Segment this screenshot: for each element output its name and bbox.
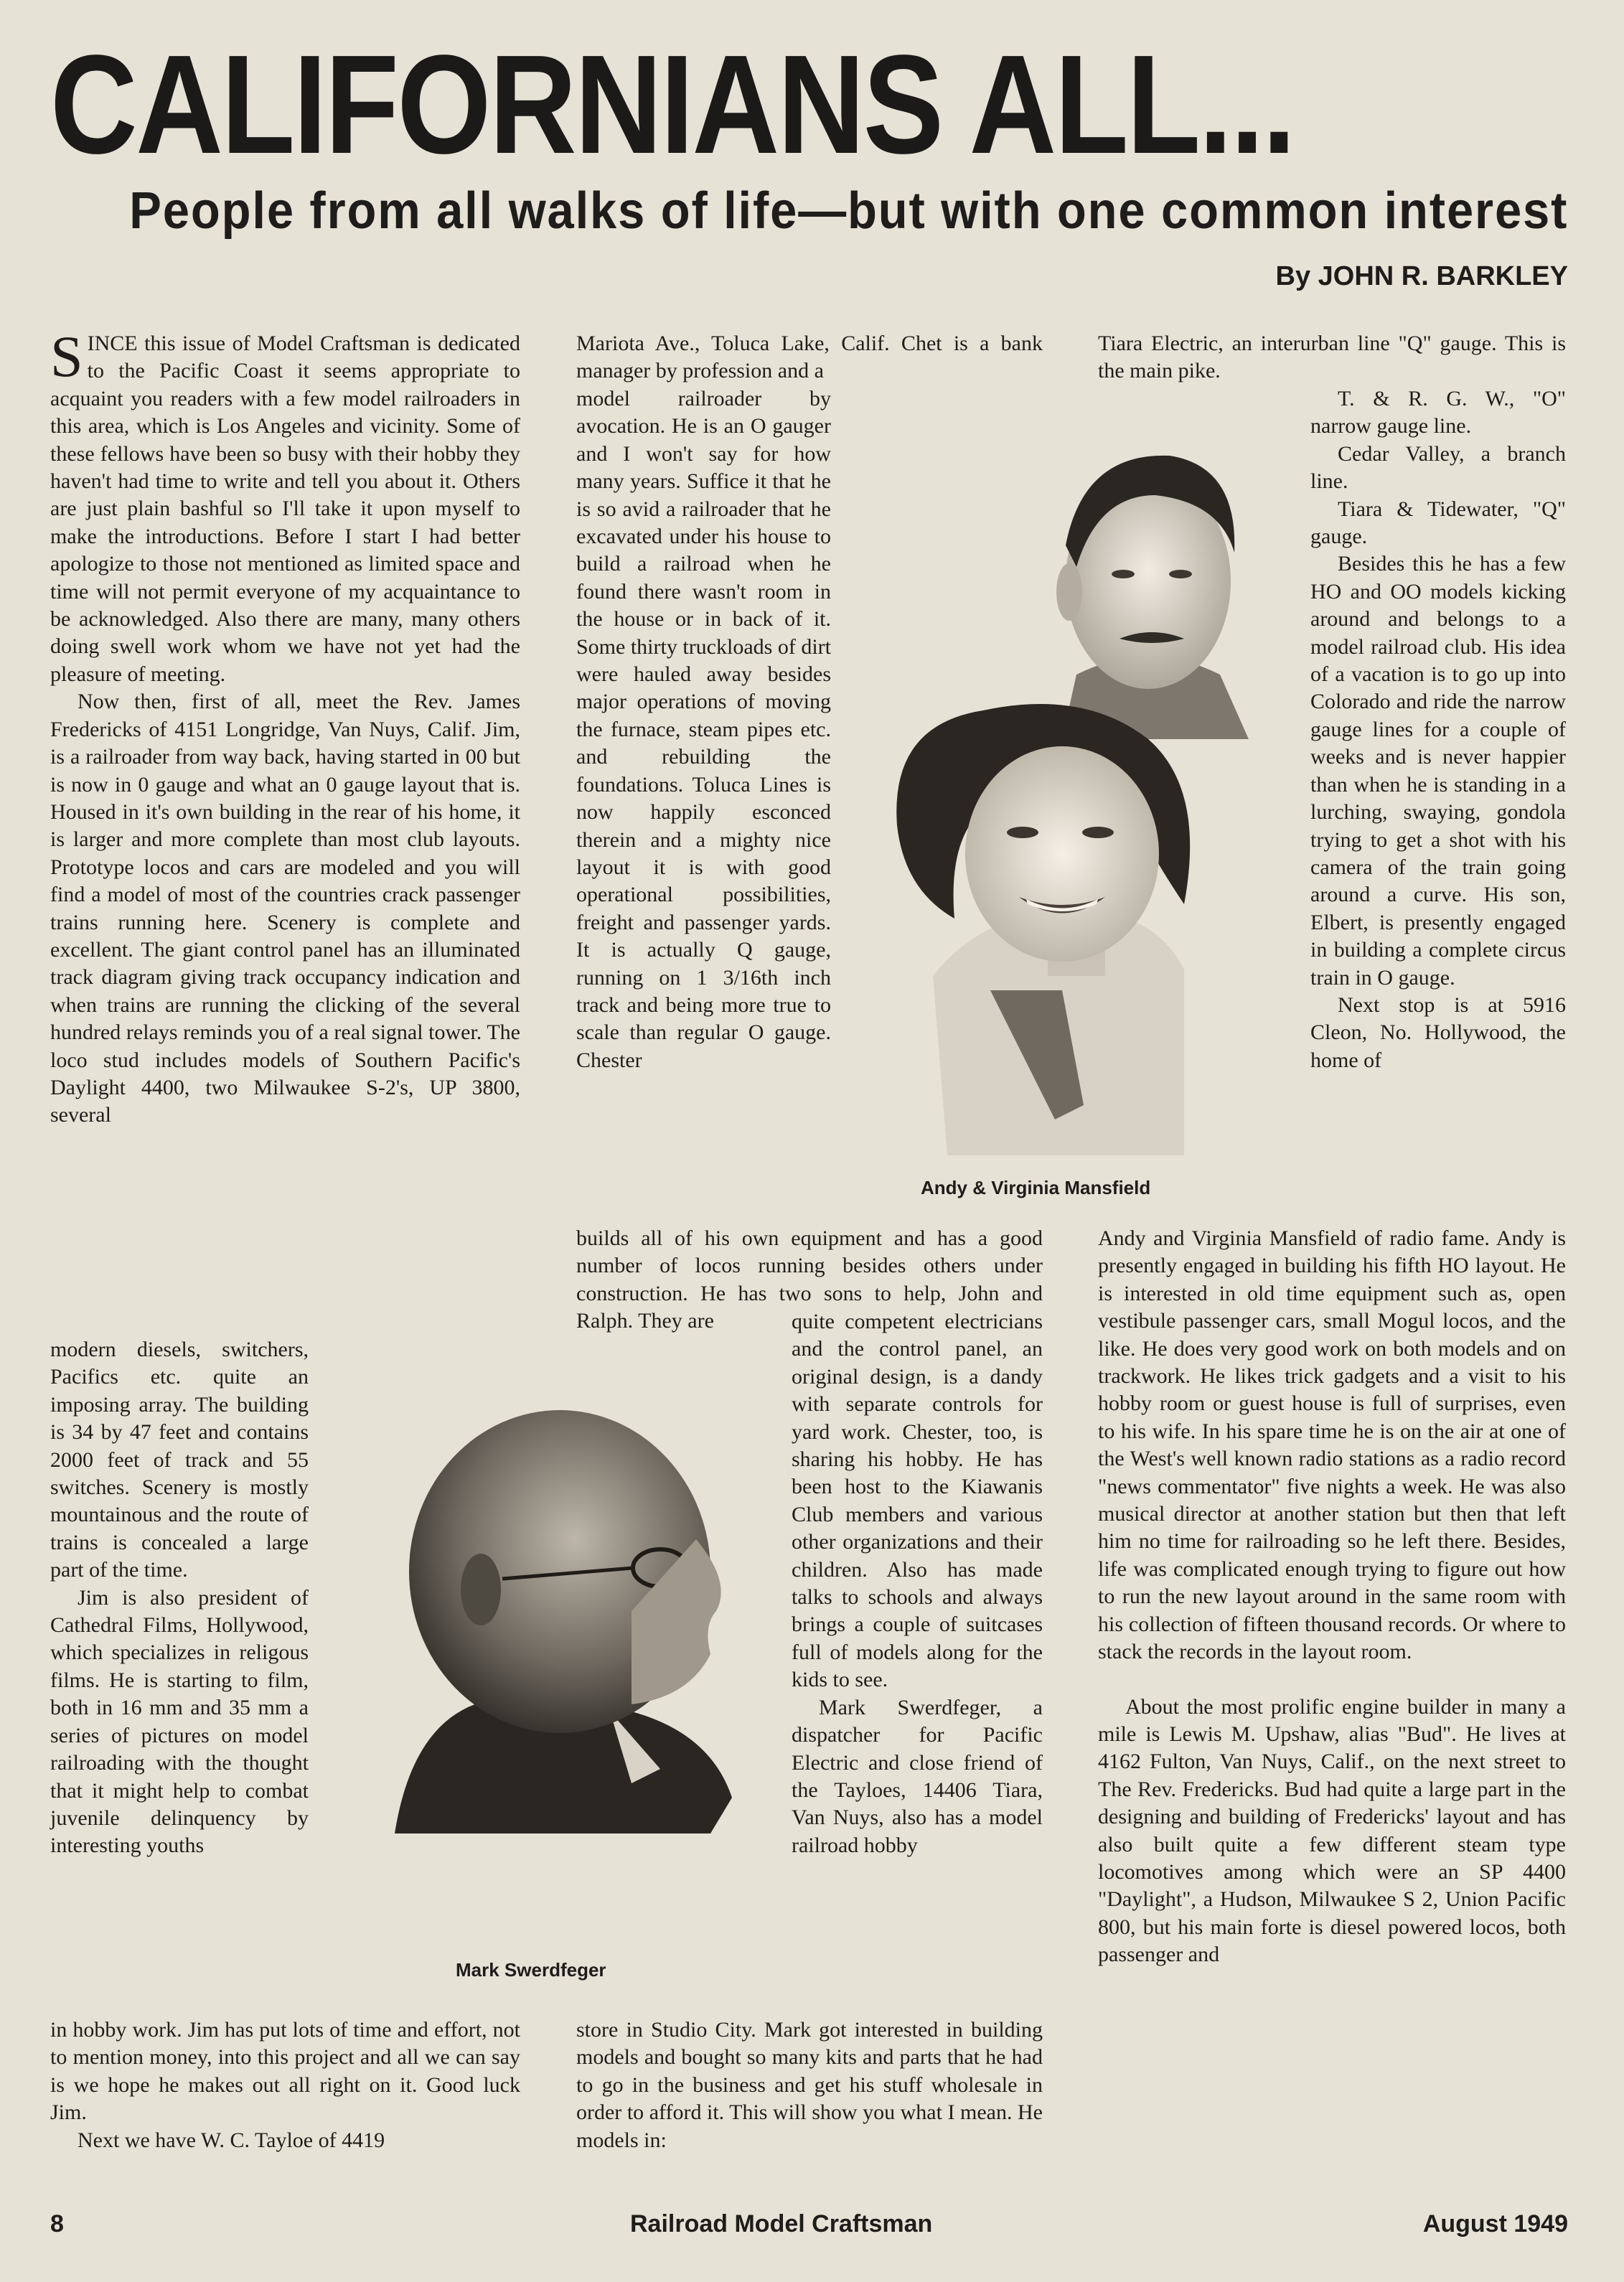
paragraph: Cedar Valley, a branch line. <box>1310 441 1566 494</box>
paragraph: modern diesels, switchers, Pacifics etc. quite an imposing array. The building is 34 by 47 feet and contains 2000 feet of track and 55 switches. Scenery is mostly mountainous and the route of trains is concealed a large part of the time. <box>50 1338 309 1582</box>
swerdfeger-photo <box>373 1396 746 1841</box>
page-number: 8 <box>50 2210 64 2238</box>
paragraph: Now then, first of all, meet the Rev. James Fredericks of 4151 Longridge, Van Nuys, Calif. Jim, is a railroader from way back, having started in 00 but is now in 0 gauge and what an 0 gauge layout that is. Housed in it's own building in the rear of his home, it is larger and more complete than most club layouts. Prototype locos and cars are modeled and you will find a model of most of the countries crack passenger trains running here. Scenery is complete and excellent. The giant control panel has an illuminated track diagram giving track occupancy indication and when trains are running the clicking of the several hundred relays reminds you of a real signal tower. The loco stud includes models of Southern Pacific's Daylight 4400, two Milwaukee S-2's, UP 3800, several <box>50 690 520 1127</box>
paragraph: About the most prolific engine builder in many a mile is Lewis M. Upshaw, alias "Bud". He lives at 4162 Fulton, Van Nuys, Calif., on the next street to The Rev. Fredericks. Bud had quite a large part in the designing and building of Fredericks' layout and has also built quite a few different steam type locomotives among which were an SP 4400 "Daylight", a Hudson, Milwaukee S 2, Union Pacific 800, but his main forte is diesel powered locos, both passenger and <box>1098 1694 1566 1967</box>
column-2-right-narrow <box>792 1308 1043 1859</box>
article-title: CALIFORNIANS ALL... <box>50 26 1295 183</box>
paragraph-gap <box>1098 1666 1566 1694</box>
paragraph: model railroader by avocation. He is an O gauger and I won't say for how many years. Suffice it that he is so avid a railroader that he excavated under his house to build a railroad when he found there wasn't room in the house or in back of it. Some thirty truckloads of dirt were hauled away besides major operations of moving the furnace, steam pipes etc. and rebuilding the foundations. Toluca Lines is now happily esconced therein and a mighty nice layout it is with good operational possibilities, freight and passenger yards. It is actually Q gauge, running on 1 3/16th inch track and being more true to scale than regular O gauge. Chester <box>576 387 831 1072</box>
column-3-bottom <box>1098 1225 1566 1969</box>
byline: By JOHN R. BARKLEY <box>1275 261 1568 291</box>
column-2-bottom <box>576 2016 1043 2154</box>
swerdfeger-portrait-image <box>373 1396 746 1841</box>
paragraph: Mariota Ave., Toluca Lake, Calif. Chet is a bank manager by profession and a <box>576 332 1043 383</box>
column-1-top <box>50 324 520 1130</box>
column-3-narrow <box>1310 385 1566 1074</box>
paragraph: Tiara Electric, an interurban line "Q" gauge. This is the main pike. <box>1098 332 1566 383</box>
paragraph: Next we have W. C. Tayloe of 4419 <box>78 2128 385 2152</box>
paragraph: in hobby work. Jim has put lots of time and effort, not to mention money, into this project and all we can say is we hope he makes out all right on it. Good luck Jim. <box>50 2018 520 2125</box>
paragraph: Mark Swerdfeger, a dispatcher for Pacific Electric and close friend of the Tayloes, 14406 Tiara, Van Nuys, also has a model railroad hobby <box>792 1695 1043 1857</box>
drop-cap: S <box>50 324 83 389</box>
column-1-narrow <box>50 1336 309 1860</box>
mansfield-portrait-image <box>847 402 1306 1155</box>
paragraph: Jim is also president of Cathedral Films, Hollywood, which specializes in religous films. He is starting to film, both in 16 mm and 35 mm a series of pictures on model railroading with the thought that it might help to combat juvenile delinquency by interesting youths <box>50 1585 309 1858</box>
paragraph: store in Studio City. Mark got interested in building models and bought so many kits and parts that he had to go in the business and get his stuff wholesale in order to afford it. This will show you what I mean. He models in: <box>576 2018 1043 2152</box>
column-2-top <box>576 330 1043 385</box>
issue-date: August 1949 <box>1422 2210 1568 2238</box>
swerdfeger-caption: Mark Swerdfeger <box>456 1959 606 1981</box>
paragraph: Next stop is at 5916 Cleon, No. Hollywood, the home of <box>1310 992 1566 1072</box>
paragraph: Besides this he has a few HO and OO models kicking around and belongs to a model railroad club. His idea of a vacation is to go up into Colorado and ride the narrow gauge lines for a couple of weeks and is never happier than when he is standing in a lurching, swaying, gondola trying to get a shot with his camera of the train going around a curve. His son, Elbert, is presently engaged in building a complete circus train in O gauge. <box>1310 552 1566 990</box>
column-1-bottom <box>50 2016 520 2154</box>
column-3-top <box>1098 330 1566 385</box>
paragraph: Andy and Virginia Mansfield of radio fame. Andy is presently engaged in building his fifth HO layout. He is interested in old time equipment such as, open vestibule passenger cars, small Mogul locos, and the like. He does very good work on both models and on trackwork. He likes trick gadgets and a visit to his hobby room or guest house is full of surprises, even to his wife. In his spare time he is on the air at one of the West's well known radio stations as a radio record "news commentator" five nights a week. He was also musical director at another station but then that left him no time for railroading so he left there. Besides, life was complicated enough trying to figure out how to run the new layout around in the same room with his collection of fifteen thousand records. Or where to stack the records in the layout room. <box>1098 1226 1566 1664</box>
paragraph: builds all of his own equipment and has a good number of locos running besides others under construction. He has two sons to help, John and Ralph. They are <box>576 1226 1043 1333</box>
magazine-name: Railroad Model Craftsman <box>630 2210 933 2238</box>
mansfield-caption: Andy & Virginia Mansfield <box>921 1177 1151 1198</box>
column-2-narrow <box>576 385 831 1074</box>
paragraph: T. & R. G. W., "O" narrow gauge line. <box>1310 387 1566 438</box>
article-subtitle: People from all walks of life—but with one common interest <box>129 182 1568 240</box>
mansfield-photo <box>847 402 1306 1155</box>
paragraph: SINCE this issue of Model Craftsman is dedicated to the Pacific Coast it seems appropriate to acquaint you readers with a few model railroaders in this area, which is Los Angeles and vicinity. Some of these fellows have been so busy with their hobby they haven't had time to write and tell you about it. Others are just plain bashful so I'll take it upon myself to make the introductions. Before I start I had better apologize to those not mentioned as limited space and time will not permit everyone of my acquaintance to be acknowledged. Also there are many, many others doing swell work whom we have not yet had the pleasure of meeting. <box>50 324 520 686</box>
paragraph: Tiara & Tidewater, "Q" gauge. <box>1310 497 1566 549</box>
paragraph: quite competent electricians and the control panel, an original design, is a dandy with separate controls for yard work. Chester, too, is sharing his hobby. He has been host to the Kiawanis Club members and various other organizations and their children. Also has made talks to schools and always brings a couple of suitcases full of models along for the kids to see. <box>792 1310 1043 1692</box>
